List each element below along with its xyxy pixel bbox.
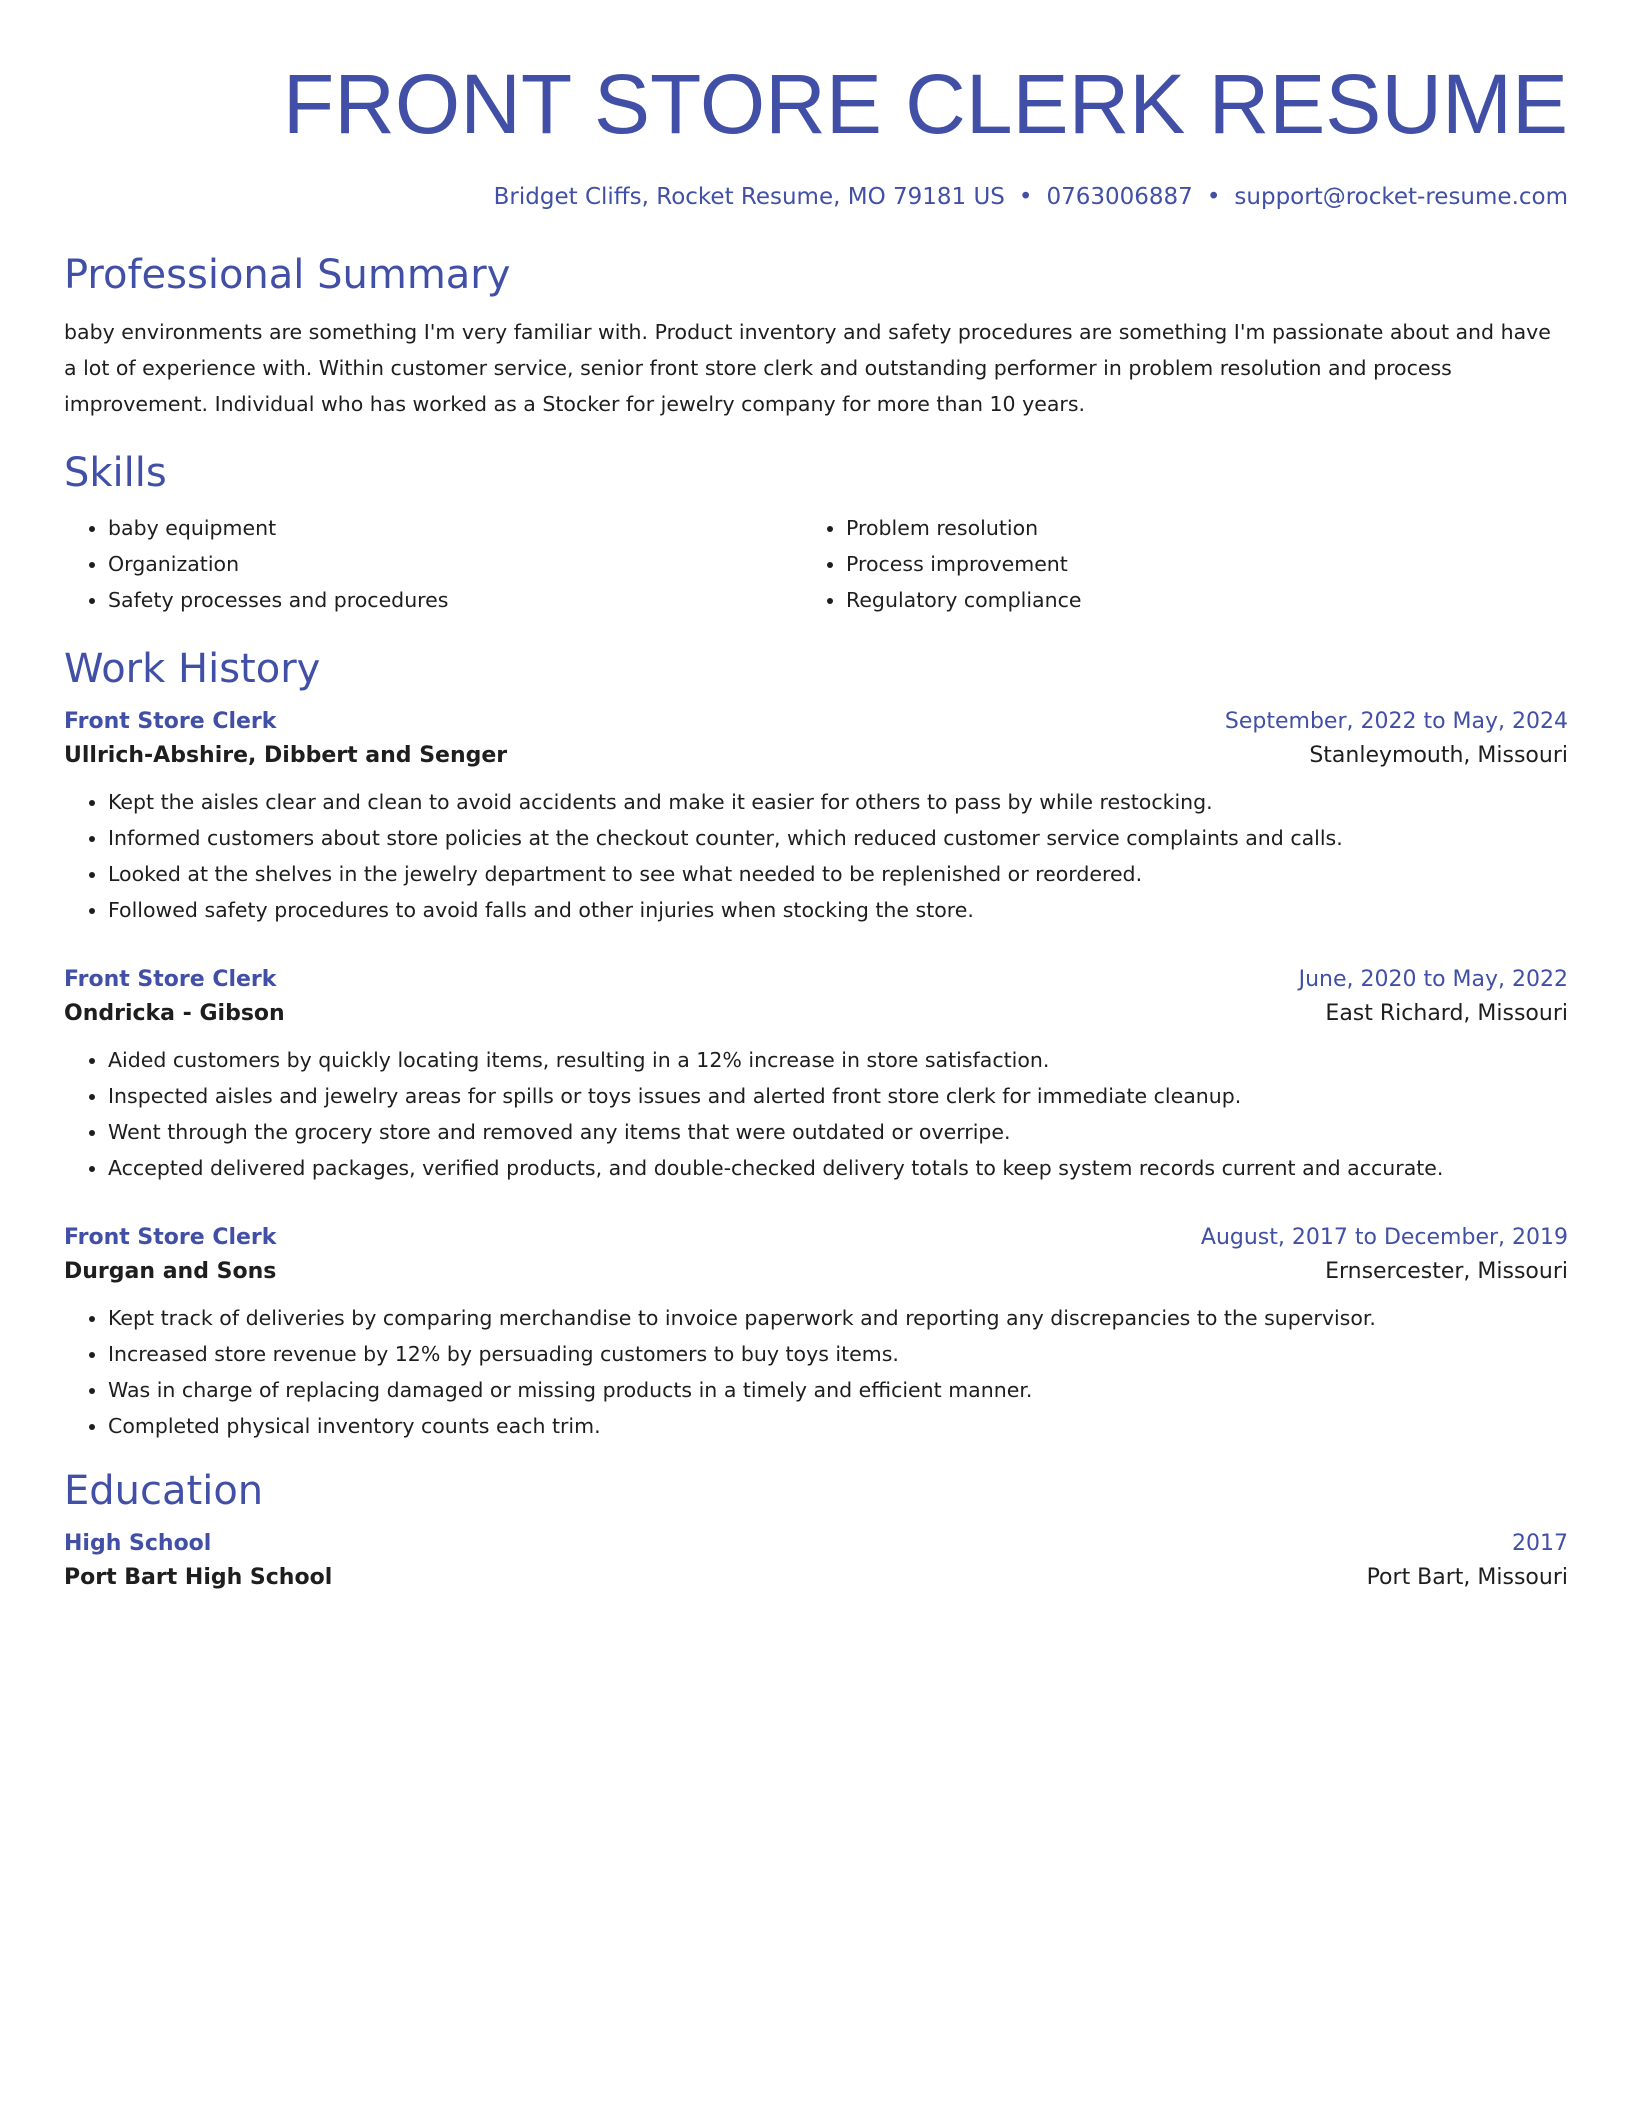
job-duty: • Kept track of deliveries by comparing merchandise to invoice paperwork and reporting any discrepancies to the supervisor. xyxy=(108,1300,1568,1336)
job-duty: • Was in charge of replacing damaged or missing products in a timely and efficient manner. xyxy=(108,1372,1568,1408)
job-duty: • Increased store revenue by 12% by persuading customers to buy toys items. xyxy=(108,1336,1568,1372)
job-employer: Durgan and Sons xyxy=(64,1259,277,1284)
skills-grid xyxy=(64,510,1568,618)
job-entry xyxy=(64,706,1568,928)
skill-item: • Safety processes and procedures xyxy=(108,582,802,618)
contact-separator: • xyxy=(1018,184,1033,210)
education-entry xyxy=(64,1528,1568,1596)
job-duty: • Inspected aisles and jewelry areas for spills or toys issues and alerted front store clerk for immediate cleanup. xyxy=(108,1078,1568,1114)
job-entry xyxy=(64,964,1568,1186)
job-duties-list xyxy=(64,784,1568,928)
skill-item: • Process improvement xyxy=(846,546,1540,582)
education-degree: High School xyxy=(64,1531,212,1556)
job-duty: • Aided customers by quickly locating items, resulting in a 12% increase in store satisfaction. xyxy=(108,1042,1568,1078)
job-duty: • Went through the grocery store and removed any items that were outdated or overripe. xyxy=(108,1114,1568,1150)
education-school: Port Bart High School xyxy=(64,1565,333,1590)
education-header-row xyxy=(64,1528,1568,1560)
summary-text: baby environments are something I'm very familiar with. Product inventory and safety procedures are something I'm passionate about and have a lot of experience with. Within customer service, senior front store clerk and outstanding performer in problem resolution and process improvement. Individual who has worked as a Stocker for jewelry company for more than 10 years. xyxy=(64,320,1551,416)
job-employer-row xyxy=(64,996,1568,1032)
job-duty: • Kept the aisles clear and clean to avoid accidents and make it easier for others to pass by while restocking. xyxy=(108,784,1568,820)
contact-line xyxy=(64,182,1568,212)
job-duty: • Followed safety procedures to avoid falls and other injuries when stocking the store. xyxy=(108,892,1568,928)
job-dates: September, 2022 to May, 2024 xyxy=(1224,709,1568,734)
skill-item: • baby equipment xyxy=(108,510,802,546)
skill-item: • Problem resolution xyxy=(846,510,1540,546)
job-employer: Ondricka - Gibson xyxy=(64,1001,285,1026)
job-header-row xyxy=(64,964,1568,996)
skill-item: • Organization xyxy=(108,546,802,582)
job-employer-row xyxy=(64,738,1568,774)
job-duty: • Completed physical inventory counts each trim. xyxy=(108,1408,1568,1444)
contact-email: support@rocket-resume.com xyxy=(1234,184,1568,210)
contact-phone: 0763006887 xyxy=(1046,184,1193,210)
job-header-row xyxy=(64,1222,1568,1254)
skills-left-list xyxy=(64,510,802,618)
job-duty: • Informed customers about store policies at the checkout counter, which reduced customer service complaints and calls. xyxy=(108,820,1568,856)
work-history-heading: Work History xyxy=(64,646,321,692)
summary-heading: Professional Summary xyxy=(64,252,511,298)
contact-address: Bridget Cliffs, Rocket Resume, MO 79181 US xyxy=(493,184,1005,210)
education-location: Port Bart, Missouri xyxy=(1366,1565,1568,1590)
job-employer: Ullrich-Abshire, Dibbert and Senger xyxy=(64,743,508,768)
job-duty: • Accepted delivered packages, verified products, and double-checked delivery totals to keep system records current and accurate. xyxy=(108,1150,1568,1186)
job-duty: • Looked at the shelves in the jewelry department to see what needed to be replenished or reordered. xyxy=(108,856,1568,892)
education-heading: Education xyxy=(64,1468,264,1514)
resume-title: FRONT STORE CLERK RESUME xyxy=(282,57,1568,151)
contact-separator: • xyxy=(1206,184,1221,210)
job-title: Front Store Clerk xyxy=(64,1225,277,1250)
job-location: East Richard, Missouri xyxy=(1325,1001,1568,1026)
skill-item: • Regulatory compliance xyxy=(846,582,1540,618)
skills-right-list xyxy=(802,510,1540,618)
job-dates: June, 2020 to May, 2022 xyxy=(1298,967,1568,992)
education-school-row xyxy=(64,1560,1568,1596)
job-location: Ernsercester, Missouri xyxy=(1325,1259,1568,1284)
job-duties-list xyxy=(64,1300,1568,1444)
job-header-row xyxy=(64,706,1568,738)
education-year: 2017 xyxy=(1512,1531,1568,1556)
job-employer-row xyxy=(64,1254,1568,1290)
job-title: Front Store Clerk xyxy=(64,709,277,734)
job-duties-list xyxy=(64,1042,1568,1186)
job-entry xyxy=(64,1222,1568,1444)
skills-heading: Skills xyxy=(64,450,167,496)
job-dates: August, 2017 to December, 2019 xyxy=(1200,1225,1568,1250)
job-title: Front Store Clerk xyxy=(64,967,277,992)
job-location: Stanleymouth, Missouri xyxy=(1309,743,1568,768)
